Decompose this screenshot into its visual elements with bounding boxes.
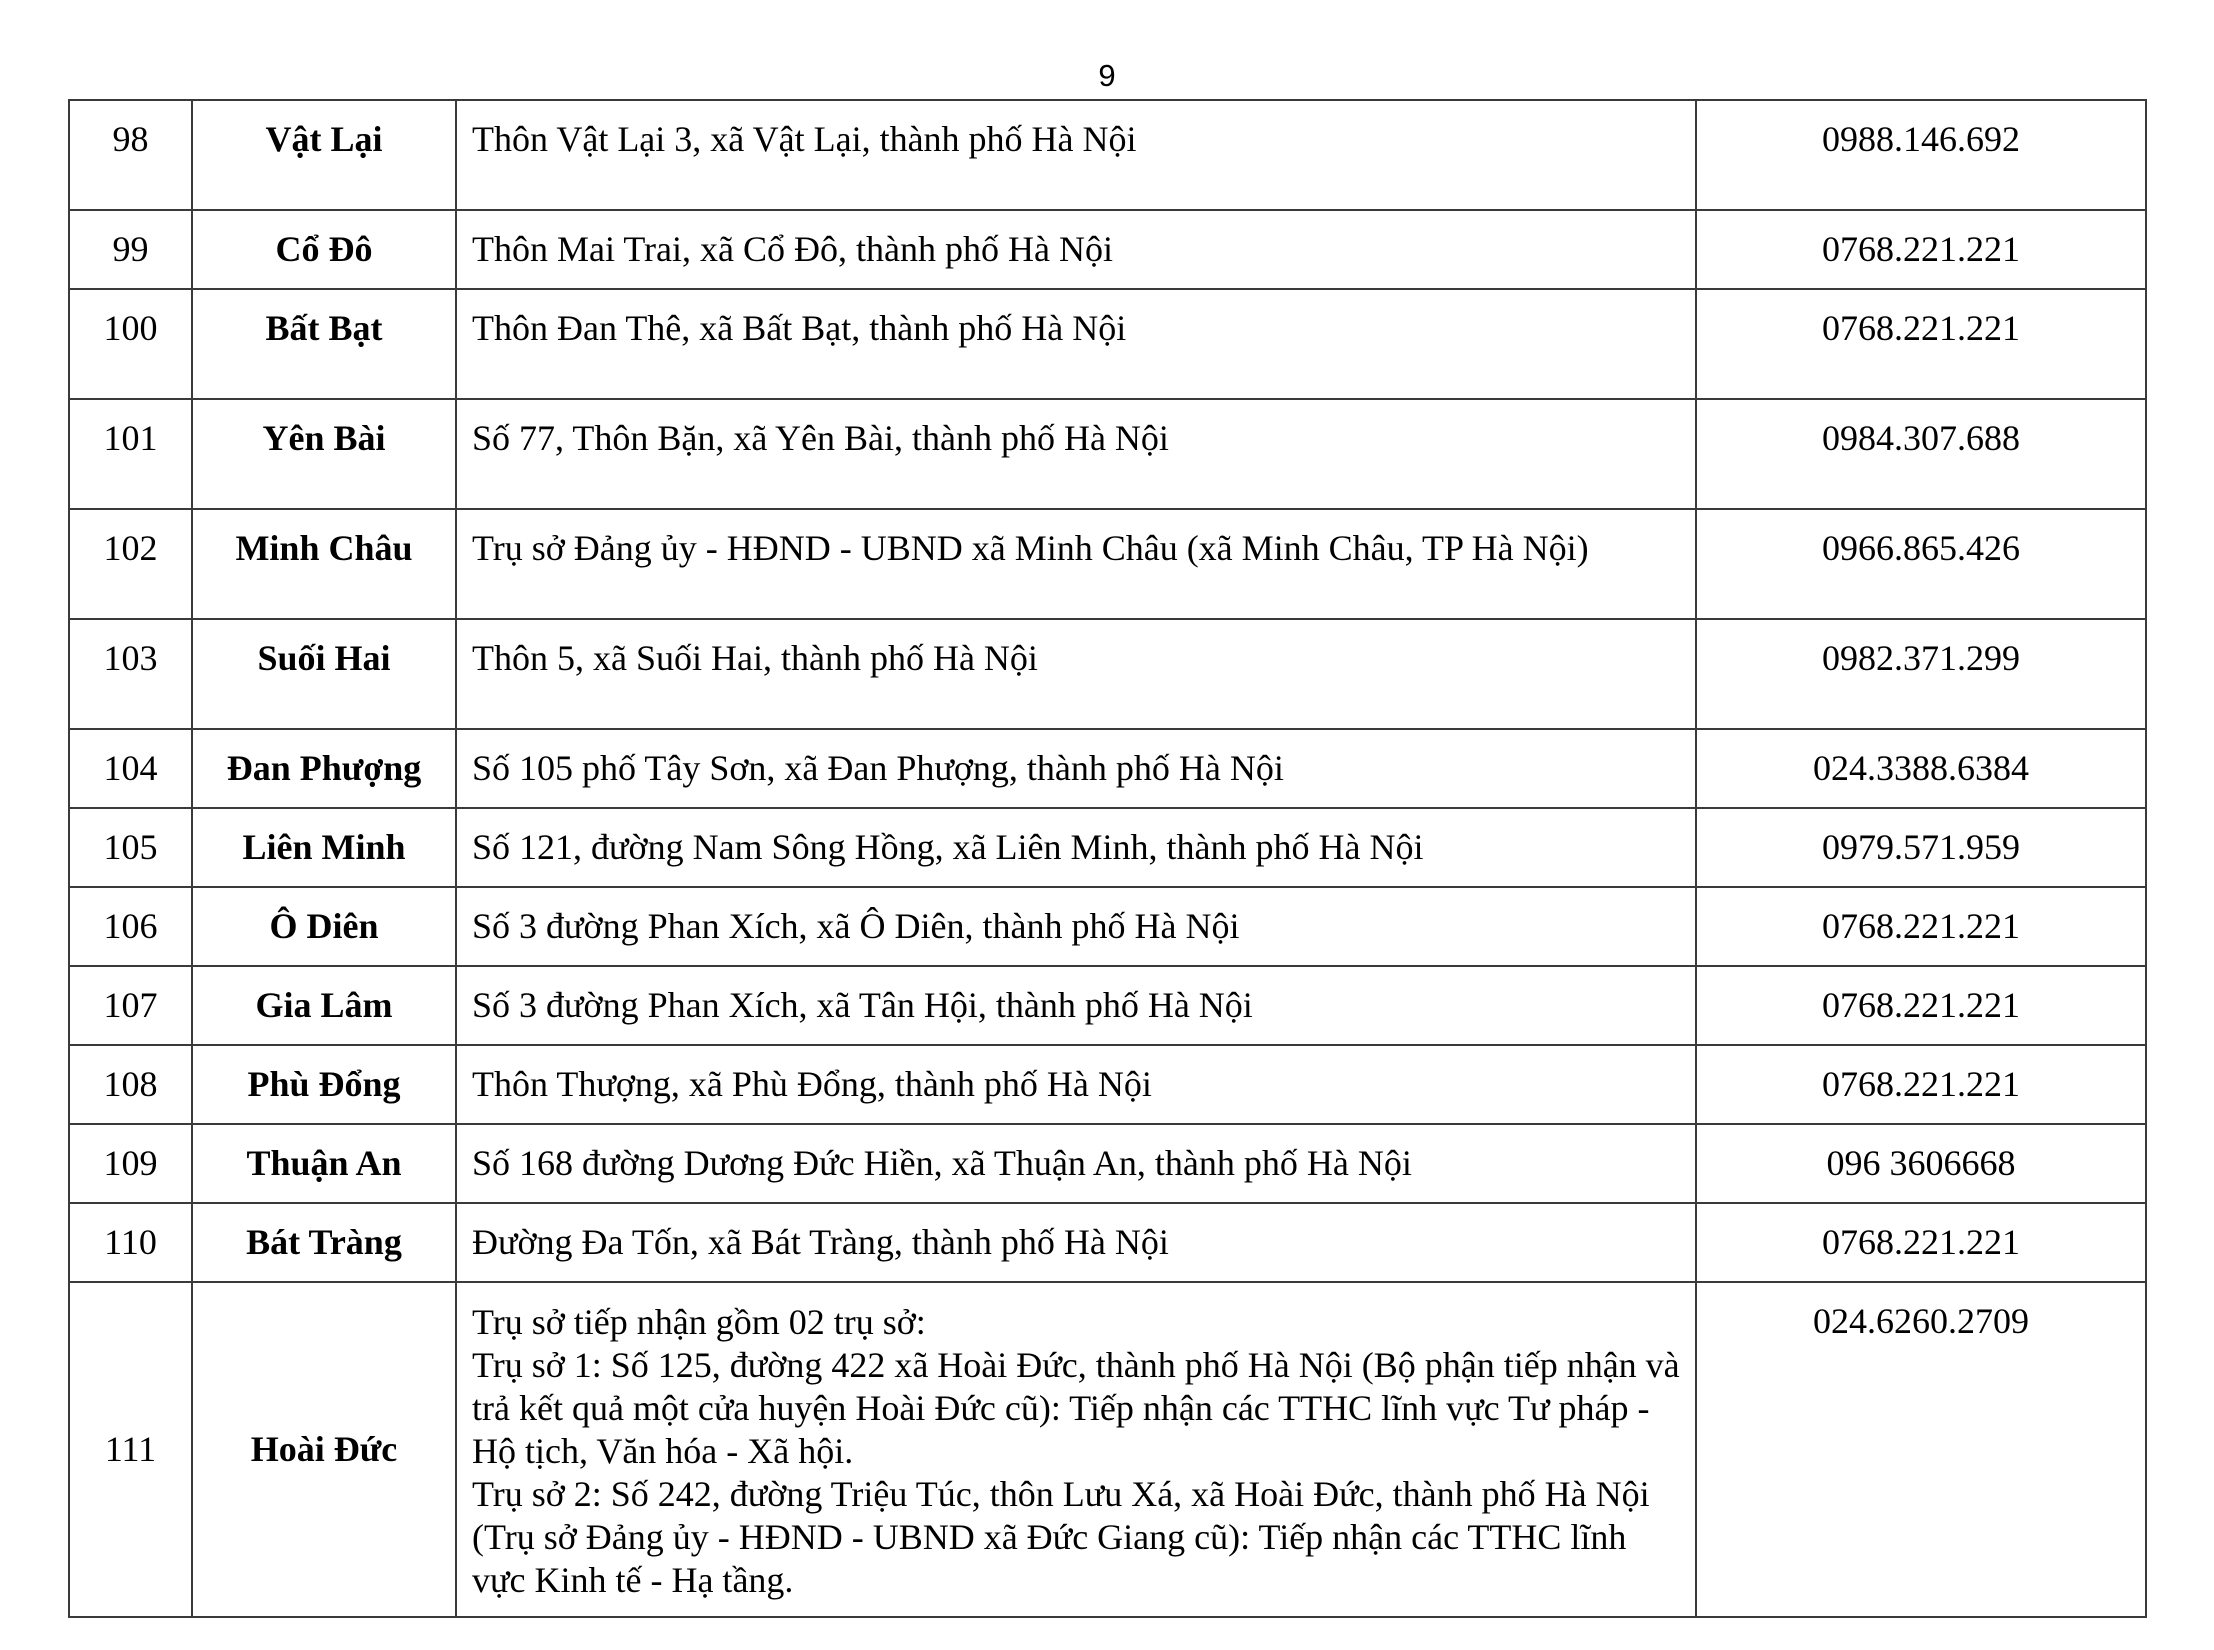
row-number: 98: [69, 100, 192, 210]
commune-name: Ô Diên: [192, 887, 456, 966]
row-number: 99: [69, 210, 192, 289]
phone-number: 096 3606668: [1696, 1124, 2146, 1203]
table-row: [69, 1203, 2146, 1282]
table-row: [69, 509, 2146, 619]
office-address: Số 77, Thôn Bặn, xã Yên Bài, thành phố Hà Nội: [456, 399, 1696, 509]
table-row: [69, 1282, 2146, 1617]
commune-name: Vật Lại: [192, 100, 456, 210]
phone-number: 0988.146.692: [1696, 100, 2146, 210]
row-number: 100: [69, 289, 192, 399]
row-number: 107: [69, 966, 192, 1045]
address-line-intro: Trụ sở tiếp nhận gồm 02 trụ sở:: [472, 1302, 926, 1342]
row-number: 101: [69, 399, 192, 509]
office-address: Thôn Vật Lại 3, xã Vật Lại, thành phố Hà Nội: [456, 100, 1696, 210]
commune-name: Suối Hai: [192, 619, 456, 729]
phone-number: 0768.221.221: [1696, 289, 2146, 399]
office-address: Thôn Thượng, xã Phù Đổng, thành phố Hà Nội: [456, 1045, 1696, 1124]
row-number: 110: [69, 1203, 192, 1282]
office-address: Thôn 5, xã Suối Hai, thành phố Hà Nội: [456, 619, 1696, 729]
table-row: [69, 289, 2146, 399]
table-row: [69, 808, 2146, 887]
commune-name: Yên Bài: [192, 399, 456, 509]
phone-number: 024.6260.2709: [1696, 1282, 2146, 1617]
row-number: 105: [69, 808, 192, 887]
office-address: Đường Đa Tốn, xã Bát Tràng, thành phố Hà Nội: [456, 1203, 1696, 1282]
row-number: 103: [69, 619, 192, 729]
commune-name: Đan Phượng: [192, 729, 456, 808]
address-line-office-1: Trụ sở 1: Số 125, đường 422 xã Hoài Đức, thành phố Hà Nội (Bộ phận tiếp nhận và trả kết quả một cửa huyện Hoài Đức cũ): Tiếp nhận các TTHC lĩnh vực Tư pháp - Hộ tịch, Văn hóa - Xã hội.: [472, 1345, 1680, 1471]
office-address: Số 168 đường Dương Đức Hiền, xã Thuận An, thành phố Hà Nội: [456, 1124, 1696, 1203]
office-address: Trụ sở Đảng ủy - HĐND - UBND xã Minh Châu (xã Minh Châu, TP Hà Nội): [456, 509, 1696, 619]
table-row: [69, 887, 2146, 966]
office-address: Số 105 phố Tây Sơn, xã Đan Phượng, thành phố Hà Nội: [456, 729, 1696, 808]
table-row: [69, 729, 2146, 808]
row-number: 104: [69, 729, 192, 808]
commune-name: Thuận An: [192, 1124, 456, 1203]
row-number: 106: [69, 887, 192, 966]
table-row: [69, 210, 2146, 289]
address-line-office-2: Trụ sở 2: Số 242, đường Triệu Túc, thôn Lưu Xá, xã Hoài Đức, thành phố Hà Nội (Trụ sở Đảng ủy - HĐND - UBND xã Đức Giang cũ): Tiếp nhận các TTHC lĩnh vực Kinh tế - Hạ tầng.: [472, 1474, 1650, 1600]
commune-name: Phù Đổng: [192, 1045, 456, 1124]
phone-number: 0768.221.221: [1696, 1045, 2146, 1124]
row-number: 109: [69, 1124, 192, 1203]
commune-name: Bát Tràng: [192, 1203, 456, 1282]
row-number: 108: [69, 1045, 192, 1124]
phone-number: 0966.865.426: [1696, 509, 2146, 619]
phone-number: 0768.221.221: [1696, 966, 2146, 1045]
office-address: Thôn Mai Trai, xã Cổ Đô, thành phố Hà Nội: [456, 210, 1696, 289]
table-row: [69, 619, 2146, 729]
phone-number: 024.3388.6384: [1696, 729, 2146, 808]
row-number: 111: [69, 1282, 192, 1617]
row-number: 102: [69, 509, 192, 619]
office-address: Số 3 đường Phan Xích, xã Tân Hội, thành phố Hà Nội: [456, 966, 1696, 1045]
table-row: [69, 1124, 2146, 1203]
office-address: Số 3 đường Phan Xích, xã Ô Diên, thành phố Hà Nội: [456, 887, 1696, 966]
table-row: [69, 100, 2146, 210]
page-number: 9: [1098, 58, 1116, 93]
commune-name: Cổ Đô: [192, 210, 456, 289]
table-row: [69, 399, 2146, 509]
commune-name: Bất Bạt: [192, 289, 456, 399]
office-address: Số 121, đường Nam Sông Hồng, xã Liên Minh, thành phố Hà Nội: [456, 808, 1696, 887]
phone-number: 0768.221.221: [1696, 210, 2146, 289]
table-row: [69, 966, 2146, 1045]
office-address: Thôn Đan Thê, xã Bất Bạt, thành phố Hà Nội: [456, 289, 1696, 399]
commune-name: Liên Minh: [192, 808, 456, 887]
table-row: [69, 1045, 2146, 1124]
phone-number: 0768.221.221: [1696, 1203, 2146, 1282]
phone-number: 0982.371.299: [1696, 619, 2146, 729]
phone-number: 0979.571.959: [1696, 808, 2146, 887]
commune-name: Hoài Đức: [192, 1282, 456, 1617]
commune-name: Gia Lâm: [192, 966, 456, 1045]
phone-number: 0768.221.221: [1696, 887, 2146, 966]
phone-number: 0984.307.688: [1696, 399, 2146, 509]
office-address: [456, 1282, 1696, 1617]
commune-name: Minh Châu: [192, 509, 456, 619]
commune-office-table: [68, 99, 2147, 1618]
